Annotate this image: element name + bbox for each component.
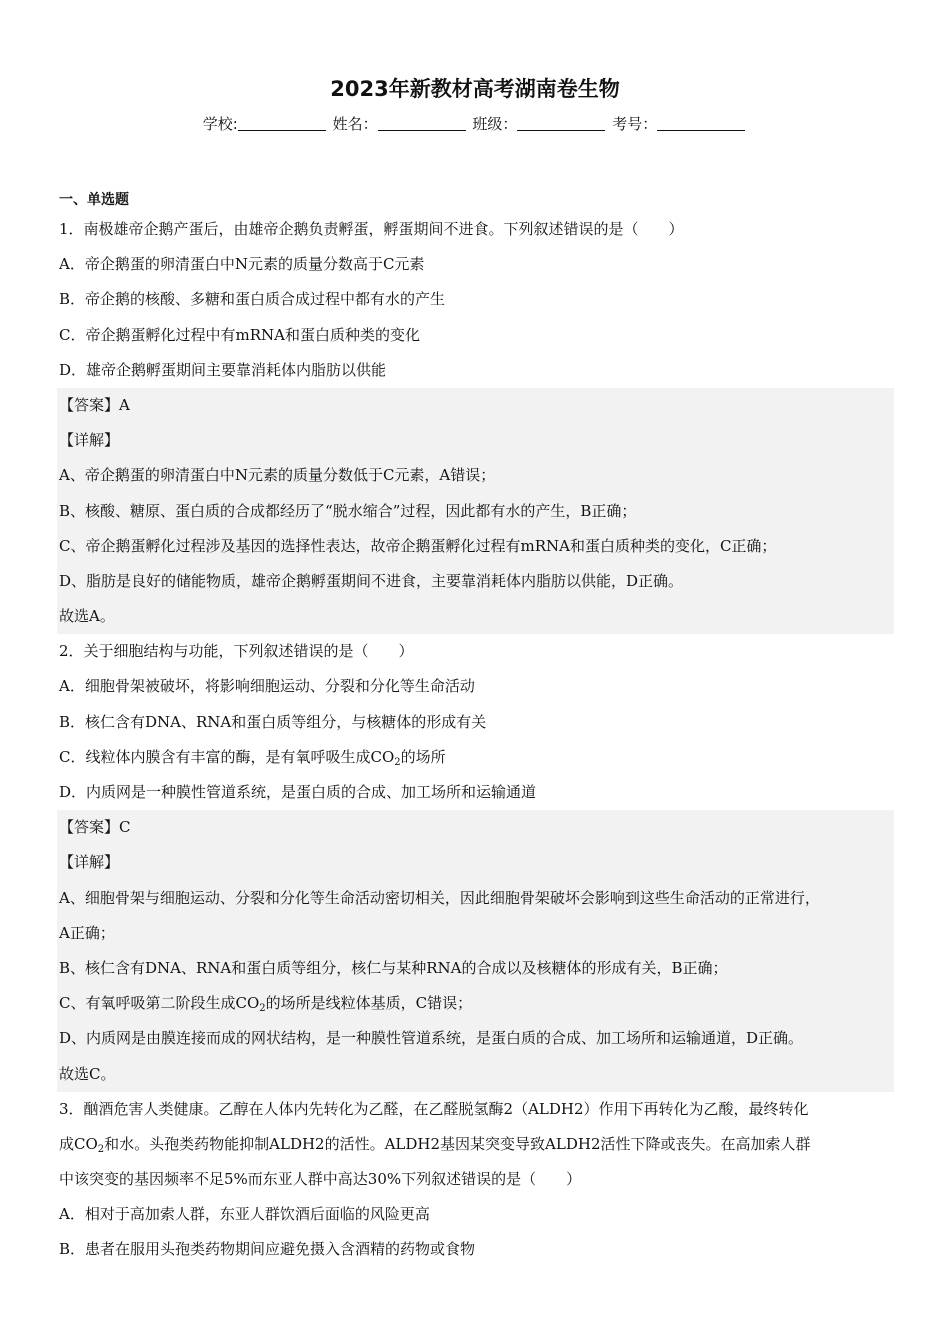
exam-no-label: 考号： bbox=[612, 115, 658, 133]
q1-explain-a: A、帝企鹅蛋的卵清蛋白中N元素的质量分数低于C元素，A错误； bbox=[59, 466, 496, 485]
name-blank bbox=[378, 116, 466, 131]
q2-option-d: D．内质网是一种膜性管道系统，是蛋白质的合成、加工场所和运输通道 bbox=[59, 783, 537, 801]
q2-explain-a-cont: A正确； bbox=[59, 923, 115, 942]
q2-detail-label: 【详解】 bbox=[59, 853, 120, 872]
class-label: 班级： bbox=[472, 115, 518, 133]
question-content bbox=[59, 188, 899, 1268]
q3-stem-line2-tail: 和水。头孢类药物能抑制ALDH2的活性。ALDH2基因某突变导致ALDH2活性下降或丧失。在高加索人群 bbox=[104, 1134, 811, 1153]
q3-option-a: A．相对于高加索人群，东亚人群饮酒后面临的风险更高 bbox=[59, 1205, 430, 1224]
name-label: 姓名： bbox=[332, 115, 378, 133]
school-label: 学校: bbox=[202, 115, 238, 133]
q2-answer-block bbox=[57, 810, 894, 1092]
q1-answer-block bbox=[57, 388, 894, 634]
q2-explain-b: B、核仁含有DNA、RNA和蛋白质等组分，核仁与某种RNA的合成以及核糖体的形成有关，B正确； bbox=[59, 958, 728, 977]
q1-option-a: A．帝企鹅蛋的卵清蛋白中N元素的质量分数高于C元素 bbox=[59, 255, 425, 274]
q1-option-d: D．雄帝企鹅孵蛋期间主要靠消耗体内脂肪以供能 bbox=[59, 360, 387, 379]
q1-conclusion: 故选A。 bbox=[59, 607, 115, 626]
q2-explain-c-text: C、有氧呼吸第二阶段生成CO bbox=[59, 994, 260, 1013]
q1-explain-b: B、核酸、糖原、蛋白质的合成都经历了“脱水缩合”过程，因此都有水的产生，B正确； bbox=[59, 501, 637, 520]
q3-stem-line3: 中该突变的基因频率不足5%而东亚人群中高达30%下列叙述错误的是（ ） bbox=[59, 1170, 582, 1189]
q2-option-c-text: C．线粒体内膜含有丰富的酶，是有氧呼吸生成CO bbox=[59, 747, 395, 766]
q2-explain-a: A、细胞骨架与细胞运动、分裂和分化等生命活动密切相关，因此细胞骨架破坏会影响到这些生命活动的正常进行， bbox=[59, 888, 820, 907]
q2-option-c-tail: 的场所 bbox=[400, 747, 446, 766]
q1-explain-c: C、帝企鹅蛋孵化过程涉及基因的选择性表达，故帝企鹅蛋孵化过程有mRNA和蛋白质种类的变化，C正确； bbox=[59, 536, 777, 555]
q2-explain-d: D、内质网是由膜连接而成的网状结构，是一种膜性管道系统，是蛋白质的合成、加工场所和运输通道，D正确。 bbox=[59, 1029, 804, 1048]
class-blank bbox=[517, 116, 605, 131]
q1-stem: 1．南极雄帝企鹅产蛋后，由雄帝企鹅负责孵蛋，孵蛋期间不进食。下列叙述错误的是（ ） bbox=[59, 220, 684, 238]
q1-answer: 【答案】A bbox=[59, 395, 130, 414]
exam-no-blank bbox=[657, 116, 745, 131]
q1-option-b: B．帝企鹅的核酸、多糖和蛋白质合成过程中都有水的产生 bbox=[59, 290, 446, 309]
q1-option-c: C．帝企鹅蛋孵化过程中有mRNA和蛋白质种类的变化 bbox=[59, 325, 420, 344]
q3-option-b: B．患者在服用头孢类药物期间应避免摄入含酒精的药物或食物 bbox=[59, 1240, 476, 1259]
q2-answer: 【答案】C bbox=[59, 818, 131, 837]
q2-explain-c-subscript: 2 bbox=[259, 1003, 266, 1015]
section-title: 一、单选题 bbox=[59, 192, 129, 208]
q1-explain-d: D、脂肪是良好的储能物质，雄帝企鹅孵蛋期间不进食，主要靠消耗体内脂肪以供能，D正确。 bbox=[59, 571, 684, 590]
q3-stem-line2-text: 成CO bbox=[59, 1134, 98, 1153]
q3-stem-subscript: 2 bbox=[97, 1143, 105, 1155]
q2-stem: 2．关于细胞结构与功能，下列叙述错误的是（ ） bbox=[59, 642, 414, 661]
q2-option-a: A．细胞骨架被破坏，将影响细胞运动、分裂和分化等生命活动 bbox=[59, 677, 475, 696]
school-blank bbox=[238, 116, 326, 131]
q3-stem-line2 bbox=[59, 1127, 899, 1162]
q3-stem-line1: 3．酗酒危害人类健康。乙醇在人体内先转化为乙醛，在乙醛脱氢酶2（ALDH2）作用下再转化为乙酸，最终转化 bbox=[59, 1099, 809, 1118]
page-title: 2023年新教材高考湖南卷生物 bbox=[330, 77, 620, 101]
q2-option-c-subscript: 2 bbox=[394, 756, 401, 768]
student-info-line bbox=[0, 113, 950, 134]
q1-detail-label: 【详解】 bbox=[59, 431, 120, 450]
q2-option-c bbox=[59, 740, 899, 775]
q2-explain-c bbox=[59, 986, 894, 1021]
q2-conclusion: 故选C。 bbox=[59, 1064, 116, 1083]
q2-option-b: B．核仁含有DNA、RNA和蛋白质等组分，与核糖体的形成有关 bbox=[59, 712, 487, 731]
q2-explain-c-tail: 的场所是线粒体基质，C错误； bbox=[265, 994, 473, 1013]
